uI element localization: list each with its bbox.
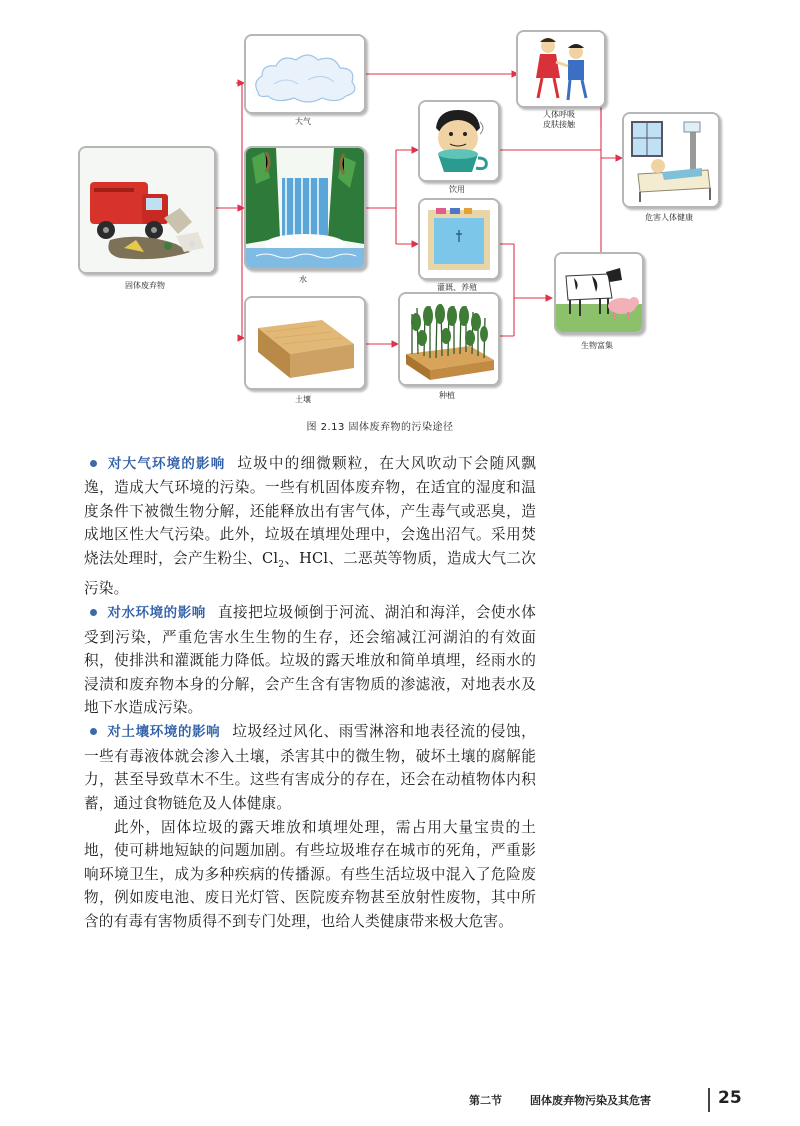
label-soil: 土壤	[295, 395, 311, 404]
bullet-icon	[90, 609, 97, 616]
text-water: 直接把垃圾倾倒于河流、湖泊和海洋，会使水体受到污染，严重危害水生生物的生存，还会缩减江河湖泊的有效面积，使排洪和灌溉能力降低。垃圾的露天堆放和简单填埋，经雨水的浸渍和废弃物本身的分解，会产生含有害物质的渗滤液，对地表水及地下水造成污染。	[84, 604, 537, 716]
paragraph-water	[84, 601, 536, 719]
water-card	[244, 146, 366, 270]
figure-caption: 图 2.13 固体废弃物的污染途径	[306, 422, 454, 433]
label-livestock: 生物富集	[581, 341, 613, 350]
label-planting: 种植	[439, 391, 455, 400]
label-solid-waste: 固体废弃物	[125, 281, 165, 290]
subscript-2: 2	[278, 559, 285, 570]
crop-field-icon	[400, 294, 498, 384]
footer-section: 第二节	[469, 1094, 502, 1107]
page-footer	[420, 1088, 750, 1112]
page-number: 25	[718, 1088, 742, 1108]
paragraph-air	[84, 452, 536, 600]
drinking-card	[418, 100, 500, 182]
footer-divider	[708, 1088, 710, 1112]
irrigation-card	[418, 198, 500, 280]
bullet-icon	[90, 728, 97, 735]
garbage-truck-icon	[80, 148, 214, 272]
label-drinking: 饮用	[449, 185, 465, 194]
respiration-card	[516, 30, 606, 108]
health-card	[622, 112, 720, 208]
label-irrigation: 灌溉、养殖	[437, 283, 477, 292]
heading-air: 对大气环境的影响	[107, 456, 226, 472]
label-air: 大气	[295, 117, 311, 126]
pool-icon	[420, 200, 498, 278]
soil-block-icon	[246, 298, 364, 388]
footer-title: 固体废弃物污染及其危害	[530, 1094, 651, 1107]
soil-card	[244, 296, 366, 390]
paragraph-closing: 此外，固体垃圾的露天堆放和填埋处理，需占用大量宝贵的土地，使可耕地短缺的问题加剧。有些垃圾堆存在城市的死角，严重影响环境卫生，成为多种疾病的传播源。有些生活垃圾中混入了危险废物，例如废电池、废日光灯管、医院废弃物甚至放射性废物，其中所含的有毒有害物质得不到专门处理，也给人类健康带来极大危害。	[84, 819, 536, 930]
livestock-card	[554, 252, 644, 334]
planting-card	[398, 292, 500, 386]
text-air-after: 、HCl、二恶英等物质，造成大气二次污染。	[84, 549, 536, 597]
body-text	[84, 452, 536, 934]
label-health: 危害人体健康	[645, 213, 693, 222]
air-card	[244, 34, 366, 114]
cloud-icon	[246, 36, 364, 112]
waterfall-icon	[246, 148, 364, 268]
text-air-before: 垃圾中的细微颗粒，在大风吹动下会随风飘逸，造成大气环境的污染。一些有机固体废弃物，在适宜的湿度和温度条件下被微生物分解，还能释放出有害气体，产生毒气或恶臭，造成地区性大气污染。此外，垃圾在填埋处理中，会逸出沼气。采用焚烧法处理时，会产生粉尘、Cl	[84, 455, 536, 567]
drinking-person-icon	[420, 102, 498, 180]
text-soil: 垃圾经过风化、雨雪淋溶和地表径流的侵蚀，一些有毒液体就会渗入土壤，杀害其中的微生物，破坏土壤的腐解能力，甚至导致草木不生。这些有害成分的存在，还会在动植物体内积蓄，通过食物链危及人体健康。	[84, 723, 536, 812]
hospital-patient-icon	[624, 114, 718, 206]
paragraph-soil	[84, 720, 536, 815]
pollution-pathway-figure	[78, 18, 738, 410]
heading-soil: 对土壤环境的影响	[107, 724, 221, 741]
bullet-icon	[90, 460, 97, 467]
solid-waste-card	[78, 146, 216, 274]
livestock-icon	[556, 254, 642, 332]
heading-water: 对水环境的影响	[107, 605, 206, 622]
label-water: 水	[299, 275, 307, 284]
respiration-text: 人体呼吸 皮肤接触	[543, 110, 575, 129]
label-respiration	[518, 110, 600, 130]
children-playing-icon	[518, 32, 604, 106]
